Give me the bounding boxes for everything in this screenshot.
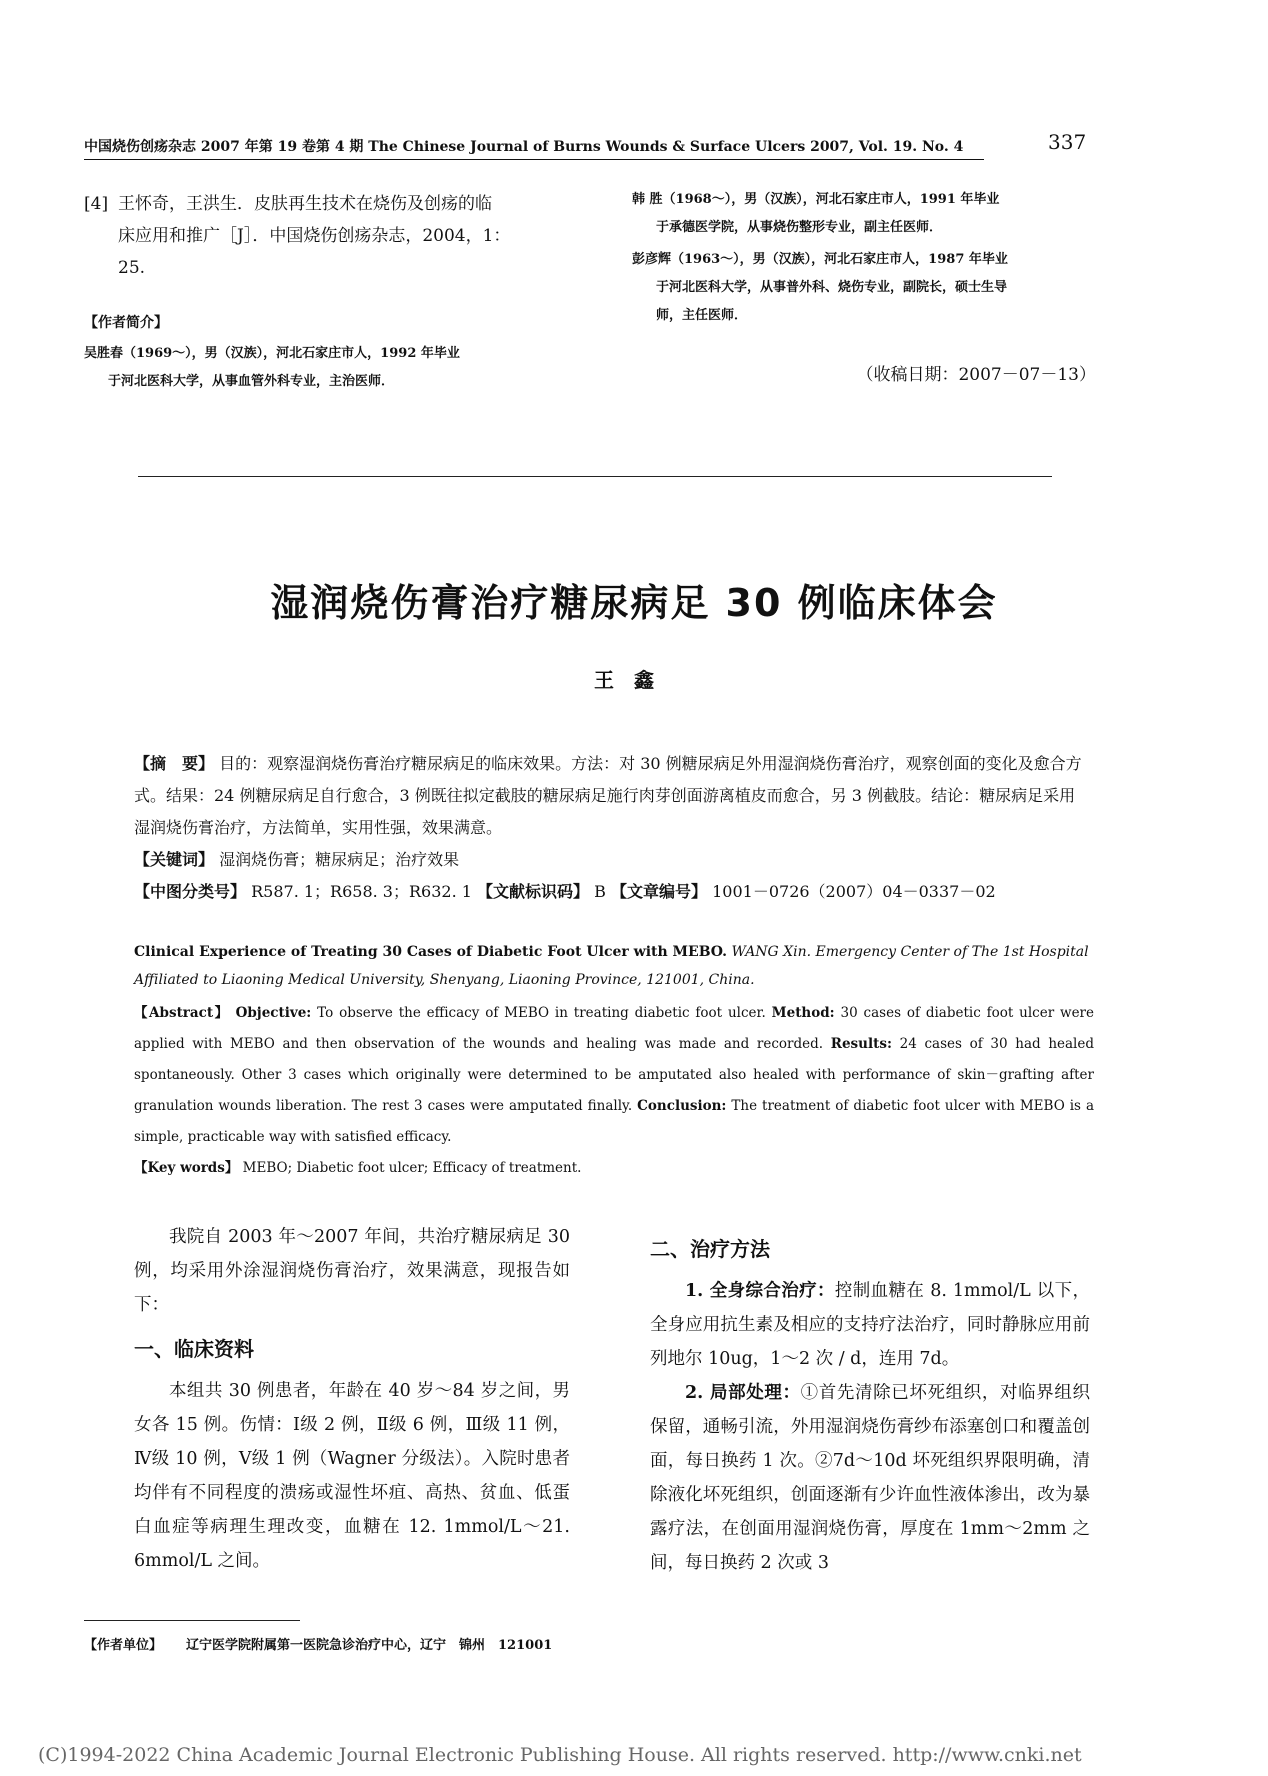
reference-number: [4]: [84, 194, 109, 214]
body-column-right: [650, 1232, 1090, 1580]
results-text: 24 cases of 30 had healed spontaneously. Other 3 cases which originally were determined to be amputated also healed with performance of skin－grafting after granulation wounds liberation. The rest 3 cases were amputated finally.: [134, 1036, 1094, 1114]
running-header: 中国烧伤创疡杂志 2007 年第 19 卷第 4 期 The Chinese Journal of Burns Wounds & Surface Ulcers 2007, Vol. 19. No. 4: [84, 136, 984, 160]
keywords-line: [134, 844, 1084, 876]
bio-heading: 【作者简介】: [84, 315, 168, 331]
english-title-block: [134, 938, 1094, 994]
class-text: R587. 1；R658. 3；R632. 1: [251, 882, 472, 901]
abstract-label: 【摘 要】: [134, 754, 215, 773]
english-title: Clinical Experience of Treating 30 Cases of Diabetic Foot Ulcer with MEBO.: [134, 944, 728, 960]
classification-line: [134, 876, 1084, 908]
objective-label: Objective:: [235, 1005, 312, 1021]
treatment-1-text: 控制血糖在 8. 1mmol/L 以下，全身应用抗生素及相应的支持疗法治疗，同时静脉应用前列地尔 10ug，1～2 次 / d，连用 7d。: [650, 1281, 1090, 1369]
article-no-text: 1001－0726（2007）04－0337－02: [712, 882, 996, 901]
chinese-abstract: [134, 748, 1084, 908]
abstract-text: 目的：观察湿润烧伤膏治疗糖尿病足的临床效果。方法：对 30 例糖尿病足外用湿润烧伤膏治疗，观察创面的变化及愈合方式。结果：24 例糖尿病足自行愈合，3 例既往拟定截肢的糖尿病足施行肉芽创面游离植皮而愈合，另 3 例截肢。结论：糖尿病足采用湿润烧伤膏治疗，方法简单，实用性强，效果满意。: [134, 754, 1082, 837]
treatment-paragraph-2: [650, 1376, 1090, 1580]
section-heading-treatment: 二、治疗方法: [650, 1237, 770, 1261]
affiliation-label: 【作者单位】: [84, 1638, 163, 1653]
section-heading-clinical-data: 一、临床资料: [134, 1337, 254, 1361]
treatment-2-label: 2. 局部处理：: [685, 1383, 801, 1403]
method-text: 30 cases of diabetic foot ulcer were applied with MEBO and then observation of the wounds and healing was made and recorded.: [134, 1005, 1095, 1052]
affiliation-text: 辽宁医学院附属第一医院急诊治疗中心，辽宁 锦州 121001: [186, 1638, 553, 1653]
author-bio-1: [84, 340, 604, 396]
abstract-label-en: 【Abstract】: [134, 1005, 230, 1021]
footnote-divider: [84, 1620, 300, 1621]
author-affiliation-footnote: [84, 1634, 576, 1653]
keywords-text: 湿润烧伤膏；糖尿病足；治疗效果: [219, 850, 460, 869]
treatment-2-text: ①首先清除已坏死组织，对临界组织保留，通畅引流，外用湿润烧伤膏纱布添塞创口和覆盖创面，每日换药 1 次。②7d～10d 坏死组织界限明确，清除液化坏死组织，创面逐渐有少许血性液体渗出，改为暴露疗法，在创面用湿润烧伤膏，厚度在 1mm～2mm 之间，每日换药 2 次或 3: [650, 1383, 1090, 1573]
body-column-left: [134, 1220, 570, 1578]
keywords-label: 【关键词】: [134, 850, 215, 869]
english-abstract: [134, 998, 1094, 1184]
intro-paragraph: 我院自 2003 年～2007 年间，共治疗糖尿病足 30 例，均采用外涂湿润烧伤膏治疗，效果满意，现报告如下：: [134, 1227, 570, 1315]
author-bio-2: [632, 186, 1112, 242]
objective-text: To observe the efficacy of MEBO in treating diabetic foot ulcer.: [317, 1005, 766, 1021]
keywords-text-en: MEBO; Diabetic foot ulcer; Efficacy of treatment.: [242, 1160, 582, 1176]
bio-line: 于承德医学院，从事烧伤整形专业，副主任医师．: [656, 220, 943, 235]
bio-line: 韩 胜（1968～），男（汉族），河北石家庄市人，1991 年毕业: [632, 192, 1000, 207]
results-label: Results:: [830, 1036, 892, 1052]
author-bio-3: [632, 246, 1112, 330]
conclusion-label: Conclusion:: [637, 1098, 727, 1114]
treatment-paragraph-1: [650, 1274, 1090, 1376]
clinical-data-paragraph: 本组共 30 例患者，年龄在 40 岁～84 岁之间，男女各 15 例。伤情：Ⅰ级 2 例，Ⅱ级 6 例，Ⅲ级 11 例，Ⅳ级 10 例，Ⅴ级 1 例（Wagner 分级法）。入院时患者均伴有不同程度的溃疡或湿性坏疽、高热、贫血、低蛋白血症等病理生理改变，血糖在 12. 1mmol/L～21. 6mmol/L 之间。: [134, 1381, 570, 1571]
reference-item: [84, 188, 584, 284]
treatment-1-label: 1. 全身综合治疗：: [685, 1281, 835, 1301]
conclusion-text: The treatment of diabetic foot ulcer with MEBO is a simple, practicable way with satisfied efficacy.: [134, 1098, 1094, 1145]
bio-line: 于河北医科大学，从事血管外科专业，主治医师．: [108, 374, 395, 389]
reference-line-1: 王怀奇，王洪生．皮肤再生技术在烧伤及创疡的临: [118, 194, 492, 214]
article-no-label: 【文章编号】: [611, 882, 708, 901]
english-affiliation: WANG Xin. Emergency Center of The 1st Hospital Affiliated to Liaoning Medical University, Shenyang, Liaoning Province, 121001, China.: [134, 944, 1089, 988]
class-label: 【中图分类号】: [134, 882, 247, 901]
abstract-paragraph: [134, 748, 1084, 844]
doc-code-text: B: [594, 882, 606, 901]
article-title: 湿润烧伤膏治疗糖尿病足 30 例临床体会: [270, 581, 998, 625]
copyright-footer: (C)1994-2022 China Academic Journal Electronic Publishing House. All rights reserved. http://www.cnki.net: [38, 1744, 1082, 1766]
received-date: （收稿日期：2007－07－13）: [856, 365, 1096, 385]
reference-line-2: 床应用和推广［J］．中国烧伤创疡杂志，2004，1：: [118, 226, 511, 246]
section-divider: [138, 476, 1052, 477]
keywords-label-en: 【Key words】: [134, 1160, 239, 1176]
bio-line: 彭彦辉（1963～），男（汉族），河北石家庄市人，1987 年毕业: [632, 252, 1008, 267]
bio-line: 师，主任医师．: [656, 308, 748, 323]
article-author: 王鑫: [594, 668, 674, 692]
bio-line: 于河北医科大学，从事普外科、烧伤专业，副院长，硕士生导: [656, 280, 1008, 295]
bio-line: 吴胜春（1969～），男（汉族），河北石家庄市人，1992 年毕业: [84, 346, 460, 361]
doc-code-label: 【文献标识码】: [477, 882, 590, 901]
reference-line-3: 25.: [118, 258, 146, 278]
english-keywords-line: [134, 1153, 1094, 1184]
page-number: 337: [1048, 130, 1087, 154]
english-abstract-paragraph: [134, 998, 1094, 1153]
method-label: Method:: [771, 1005, 835, 1021]
